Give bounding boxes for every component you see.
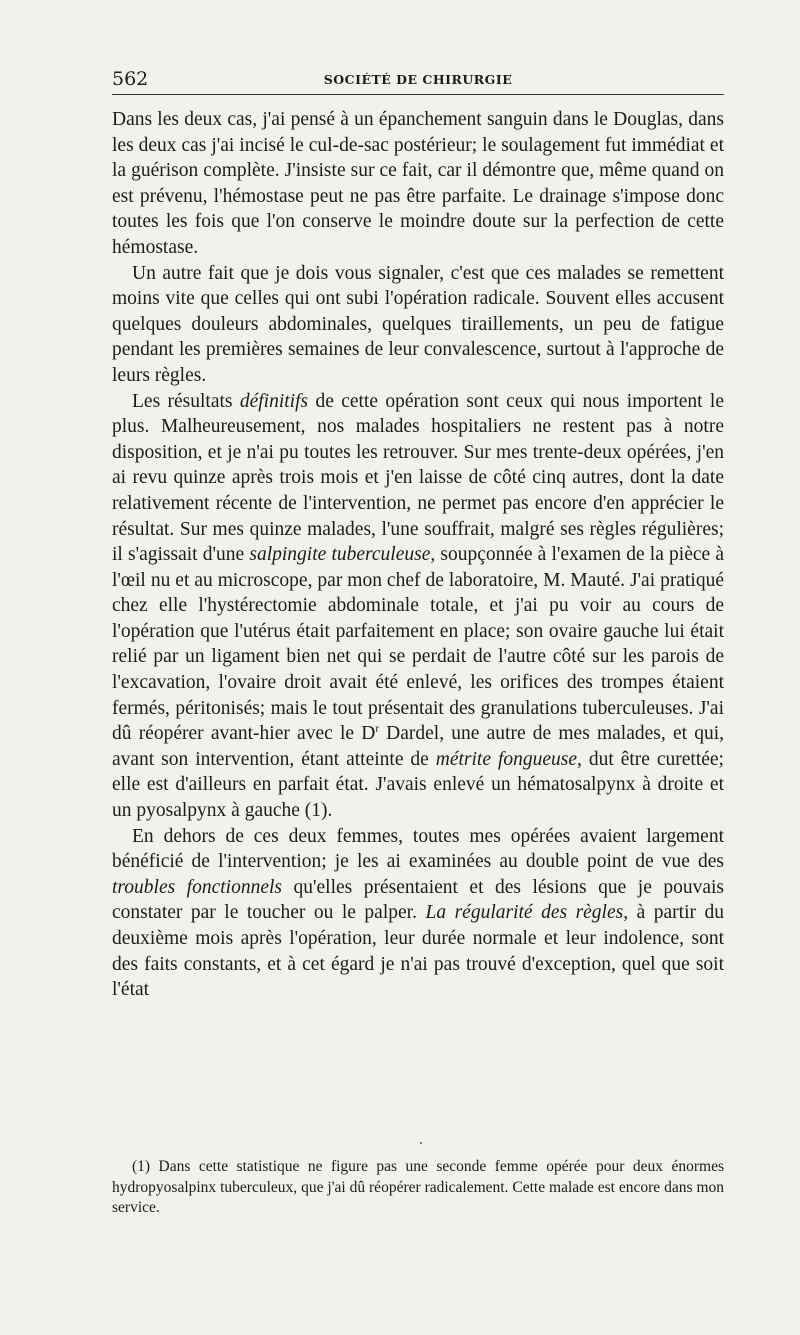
text-run: , à partir du deuxième mois après l'opération, leur durée normale et leur indolence, sont des faits constants, et à cet égard je n'ai pas trouvé d'exception, quel que soit l'état — [112, 902, 725, 1001]
page-header — [112, 58, 724, 95]
paragraph-4 — [112, 824, 724, 1003]
text-run: , soupçonnée à l'examen de la pièce à l'œil nu et au microscope, par mon chef de laboratoire, M. Mauté. J'ai pratiqué chez elle l'hystérectomie abdominale totale, et j'ai pu voir au cours de l'opération que l'utérus était parfaitement en place; son ovaire gauche lui était relié par un ligament bien net qui se perdait de l'autre côté sur les parois de l'excavation, l'ovaire droit avait été enlevé, les orifices des trompes étaient fermés, péritonisés; mais le tout présentait des granulations tuberculeuses. J'ai dû réopérer avant-hier avec le D — [112, 544, 724, 745]
page-number: 562 — [112, 68, 149, 90]
paragraph-3 — [112, 389, 724, 824]
paragraph-1: Dans les deux cas, j'ai pensé à un épanchement sanguin dans le Douglas, dans les deux cas j'ai incisé le cul-de-sac postérieur; le soulagement fut immédiat et la guérison complète. J'insiste sur ce fait, car il démontre que, même quand on est prévenu, l'hémostase peut ne pas être parfaite. Le drainage s'impose donc toutes les fois que l'on conserve le moindre doute sur la perfection de cette hémostase. — [112, 109, 724, 258]
italic-term-salpingite: salpingite tuberculeuse — [249, 544, 431, 566]
italic-term-definitifs: définitifs — [239, 390, 309, 412]
text-run: qu'elles présentaient et des lésions que je pouvais constater par le toucher ou le palper. — [112, 876, 725, 924]
superscript-r: r — [375, 722, 379, 735]
italic-term-troubles: troubles fonctionnels — [112, 876, 283, 898]
print-speck — [420, 1142, 422, 1144]
running-title: SOCIÉTÉ DE CHIRURGIE — [323, 72, 513, 87]
paragraph-2: Un autre fait que je dois vous signaler, c'est que ces malades se remettent moins vite que celles qui ont subi l'opération radicale. Souvent elles accusent quelques douleurs abdominales, quelques tiraillements, un peu de fatigue pendant les premières semaines de leur convalescence, surtout à l'approche de leurs règles. — [112, 262, 724, 386]
footnote — [112, 1157, 724, 1219]
footnote-text: (1) Dans cette statistique ne figure pas une seconde femme opérée pour deux énormes hydropyosalpinx tuberculeux, que j'ai dû réopérer radicalement. Cette malade est encore dans mon service. — [112, 1158, 724, 1217]
body-text — [112, 107, 724, 1003]
text-run: En dehors de ces deux femmes, toutes mes opérées avaient largement bénéficié de l'intervention; je les ai examinées au double point de vue des — [112, 825, 724, 873]
text-run: de cette opération sont ceux qui nous importent le plus. Malheureusement, nos malades hospitaliers ne restent pas à notre disposition, et je n'ai pu toutes les retrouver. Sur mes trente-deux opérées, j'en ai revu quinze après trois mois et j'en laisse de côté cinq autres, dont la date relativement récente de l'intervention, ne permet pas encore d'en apprécier le résultat. Sur mes quinze malades, l'une souffrait, malgré ses règles régulières; il s'agissait d'une — [112, 390, 725, 566]
text-run: , dut être curettée; elle est d'ailleurs en parfait état. J'avais enlevé un hématosalpynx à droite et un pyosalpynx à gauche (1). — [112, 748, 724, 822]
italic-term-metrite: métrite fongueuse — [435, 748, 578, 770]
text-run: Les résultats — [132, 390, 240, 412]
text-run: Dardel, une autre de mes malades, et qui, avant son intervention, étant atteinte de — [112, 723, 724, 770]
italic-term-regularite: La régularité des règles — [425, 902, 624, 924]
page — [112, 58, 724, 1003]
